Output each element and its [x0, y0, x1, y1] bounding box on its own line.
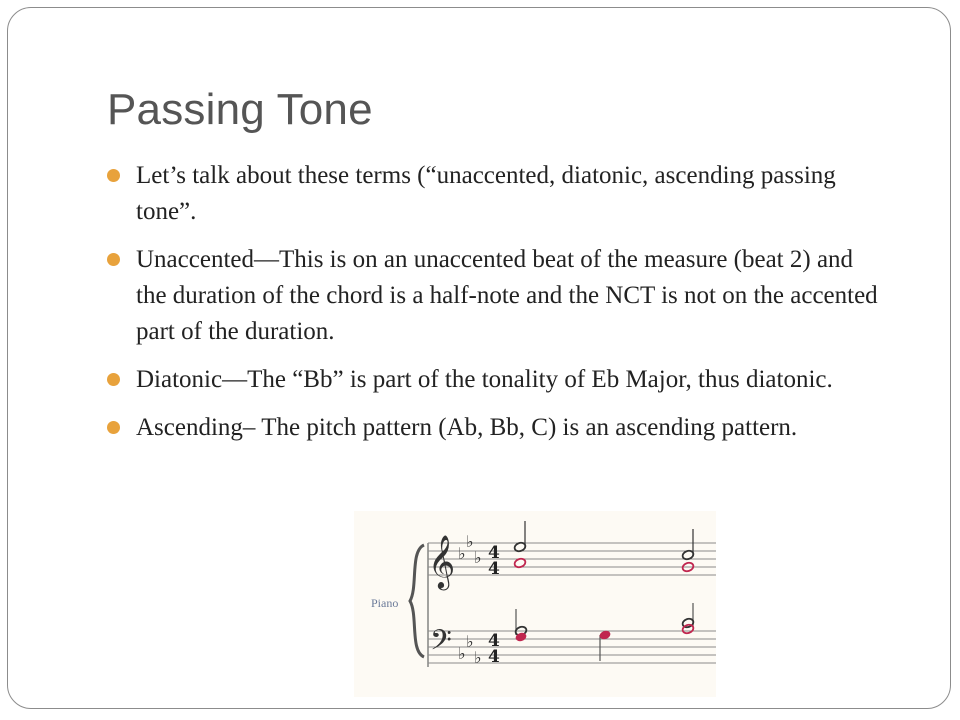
svg-text:♭: ♭ — [458, 644, 466, 663]
svg-text:4: 4 — [488, 543, 500, 563]
svg-text:♭: ♭ — [458, 544, 466, 563]
treble-time-signature — [488, 543, 500, 579]
svg-text:4: 4 — [488, 631, 500, 651]
bullet-text: Diatonic—The “Bb” is part of the tonality of Eb Major, thus diatonic. — [136, 366, 833, 393]
bass-time-signature — [488, 631, 500, 667]
bullet-dot-icon — [107, 253, 120, 266]
svg-text:♭: ♭ — [474, 548, 482, 567]
svg-text:♭: ♭ — [466, 632, 474, 651]
grand-staff-brace — [410, 545, 424, 657]
bass-key-signature-icon — [458, 632, 482, 667]
bullet-text: Unaccented—This is on an unaccented beat of the measure (beat 2) and the duration of the chord is a half-note and the NCT is not on the accented part of the duration. — [136, 246, 878, 345]
bass-chord-2 — [681, 603, 694, 635]
bullet-item — [106, 362, 886, 398]
bullet-dot-icon — [107, 421, 120, 434]
bullet-dot-icon — [107, 169, 120, 182]
bass-chord-1 — [514, 609, 527, 643]
music-score-image — [354, 511, 716, 697]
instrument-label: Piano — [371, 596, 399, 610]
bullet-item — [106, 410, 886, 446]
svg-text:4: 4 — [488, 559, 500, 579]
treble-clef-icon: 𝄞 — [428, 534, 456, 588]
svg-text:4: 4 — [488, 647, 500, 667]
bullet-list — [106, 158, 886, 458]
treble-key-signature-icon — [458, 532, 482, 567]
bullet-text: Ascending– The pitch pattern (Ab, Bb, C) is an ascending pattern. — [136, 414, 798, 441]
bass-clef-icon: 𝄢 — [430, 624, 452, 664]
bass-passing-tone — [598, 629, 611, 661]
slide-title: Passing Tone — [107, 85, 373, 134]
music-score — [354, 511, 716, 697]
bullet-text: Let’s talk about these terms (“unaccented, diatonic, ascending passing tone”. — [136, 162, 836, 225]
svg-text:♭: ♭ — [466, 532, 474, 551]
bullet-item — [106, 242, 886, 350]
bullet-dot-icon — [107, 373, 120, 386]
treble-chord-1 — [513, 521, 526, 569]
bullet-item — [106, 158, 886, 230]
svg-text:♭: ♭ — [474, 648, 482, 667]
